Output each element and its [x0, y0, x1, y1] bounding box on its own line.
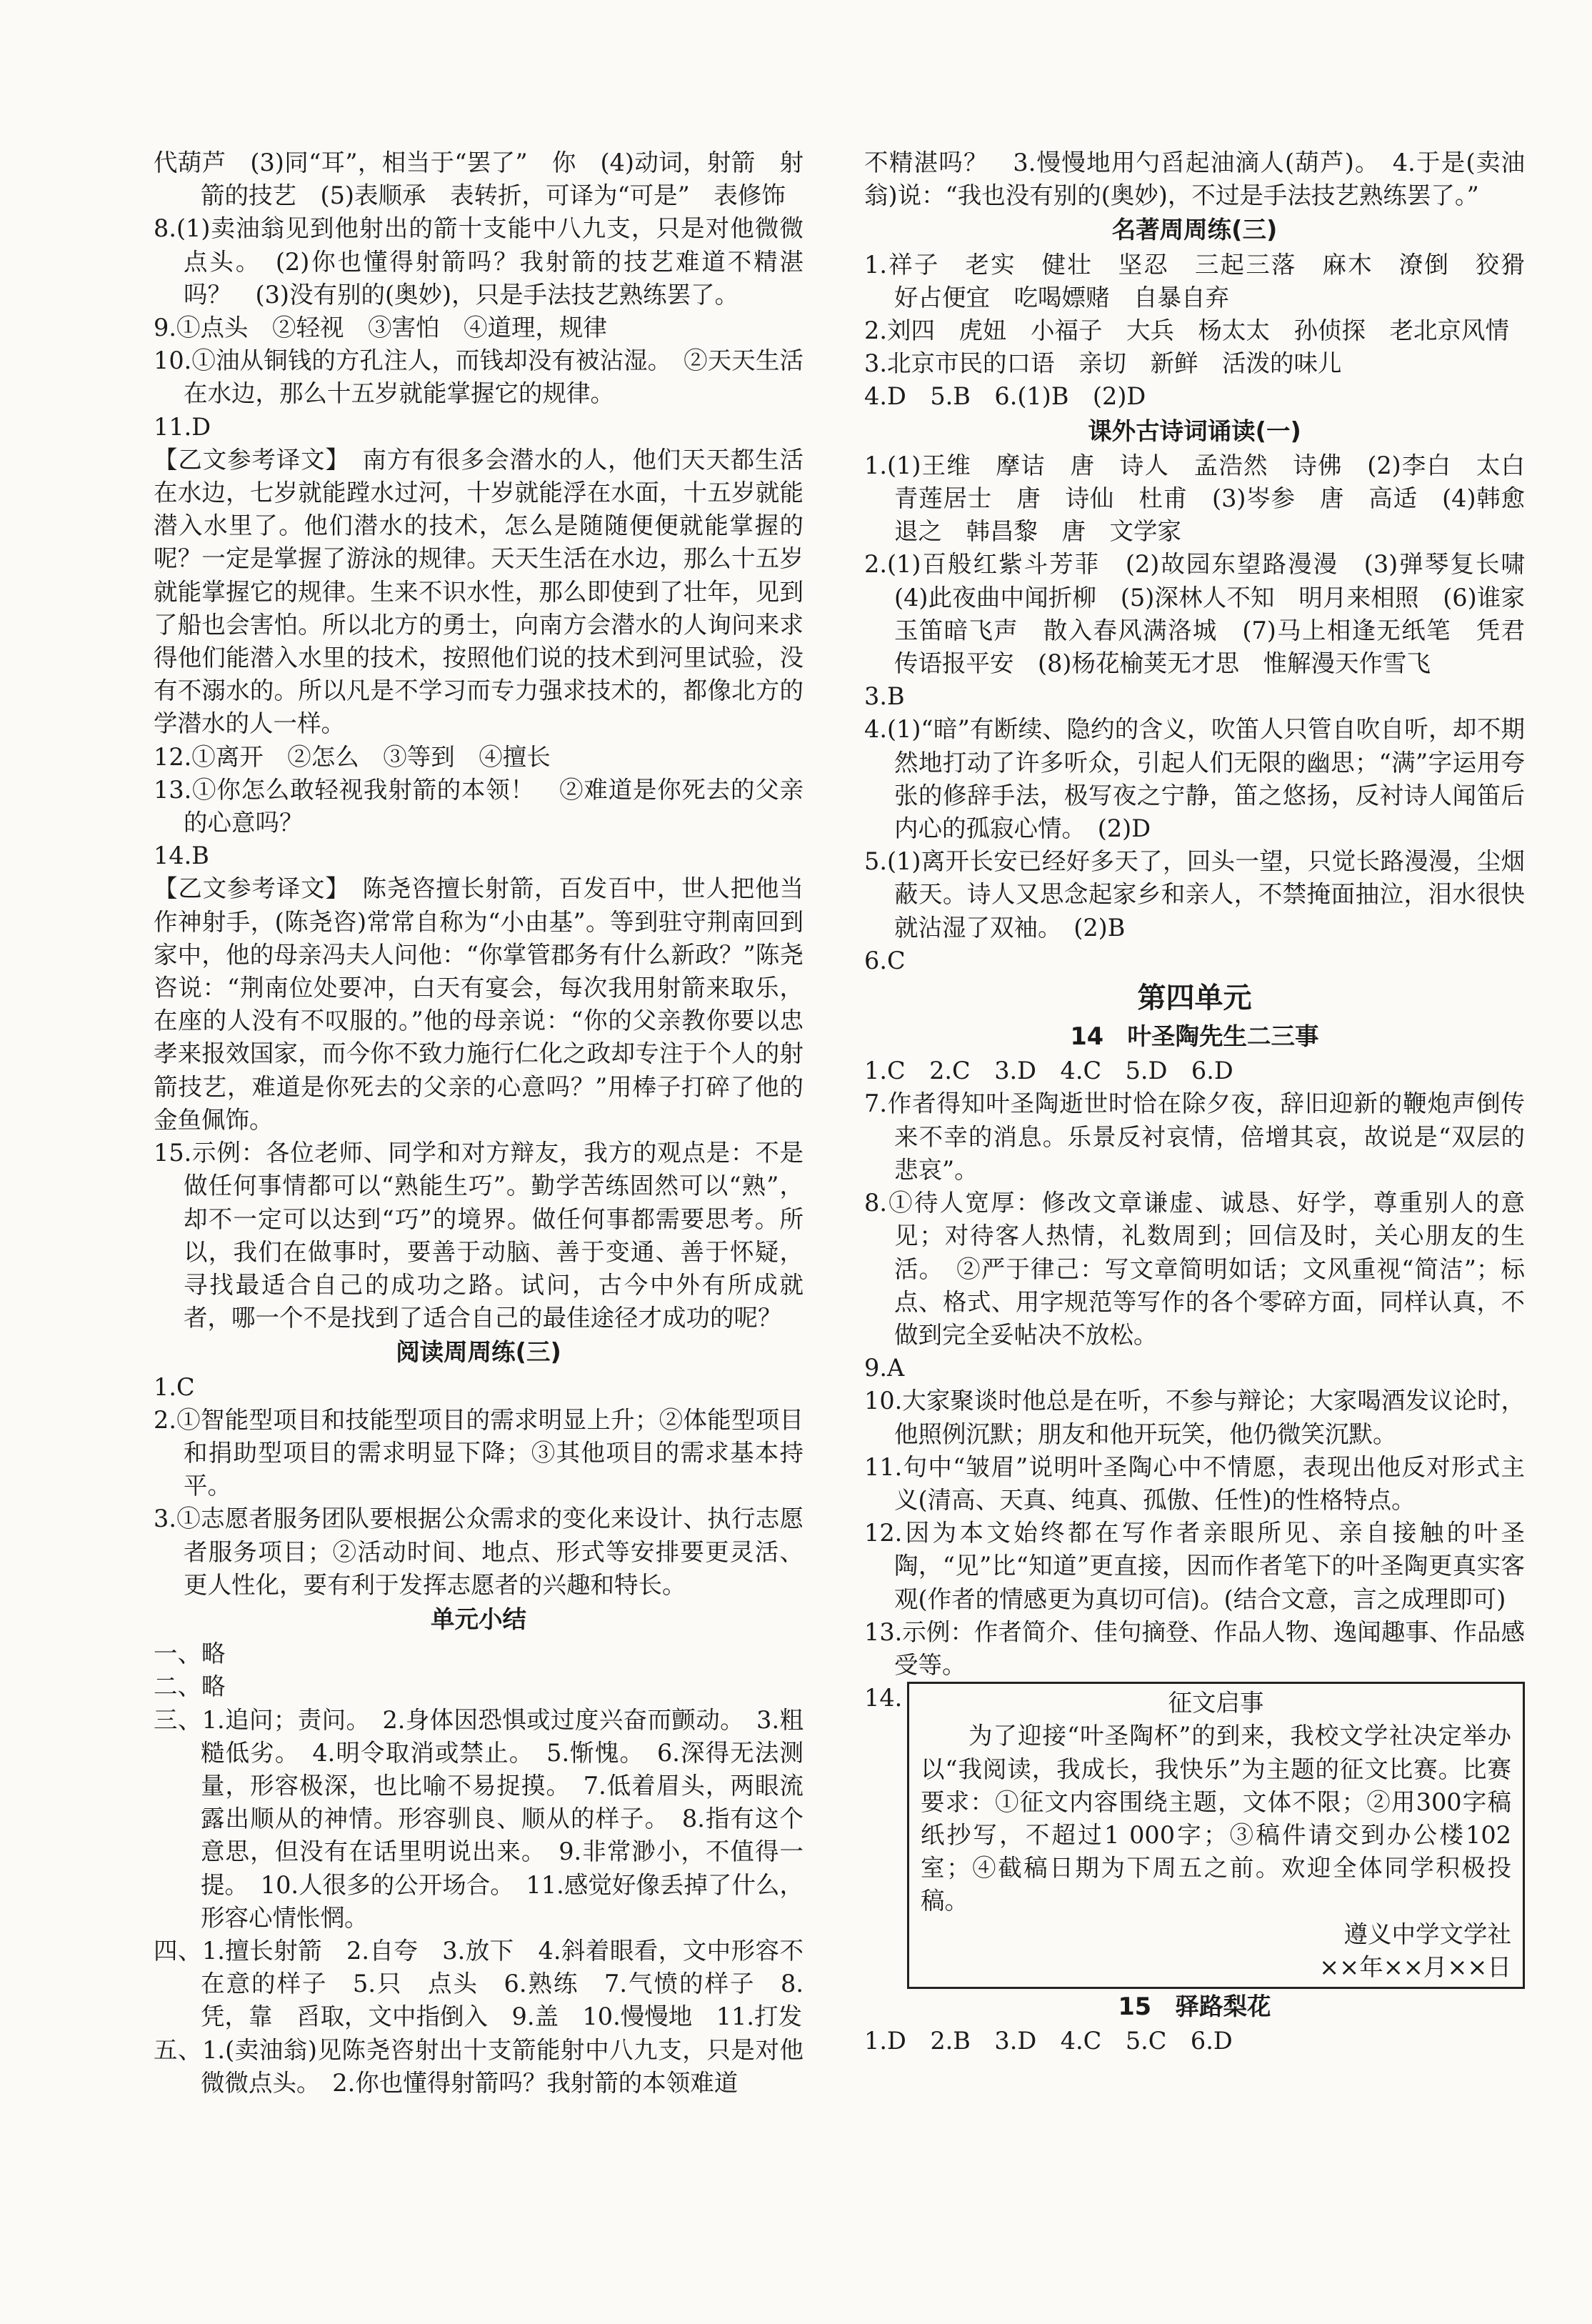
answer-line: 3.B: [864, 682, 905, 711]
answer-line: 1.祥子 老实 健壮 坚忍 三起三落 麻木 潦倒 狡猾 好占便宜 吃喝嫖赌 自暴自弃: [864, 250, 1549, 311]
notice-title: 征文启事: [1168, 1689, 1264, 1717]
answer-line: 9.①点头 ②轻视 ③害怕 ④道理，规律: [154, 314, 607, 342]
answer-line: 1.D 2.B 3.D 4.C 5.C 6.D: [864, 2027, 1233, 2055]
answer-line: 【乙文参考译文】 南方有很多会潜水的人，他们天天都生活在水边，七岁就能蹚水过河，十岁就能浮在水面，十五岁就能潜入水里了。他们潜水的技术，怎么是随随便便就能掌握的呢？一定是掌握了游泳的规律。天天生活在水边，那么十五岁就能掌握它的规律。生来不识水性，那么即使到了壮年，见到了船也会害怕。所以北方的勇士，向南方会潜水的人询问来求得他们能潜入水里的技术，按照他们说的技术到河里试验，没有不溺水的。所以凡是不学习而专力强求技术的，都像北方的学潜水的人一样。: [154, 445, 803, 738]
answer-line: 3.①志愿者服务团队要根据公众需求的变化来设计、执行志愿者服务项目；②活动时间、地点、形式等安排要更灵活、更人性化，要有利于发挥志愿者的兴趣和特长。: [154, 1505, 803, 1599]
answer-line: 3.北京市民的口语 亲切 新鲜 活泼的味儿: [864, 349, 1342, 378]
section-heading: 15 驿路梨花: [1118, 1992, 1271, 2020]
section-heading: 阅读周周练(三): [396, 1338, 561, 1367]
answer-line: 5.(1)离开长安已经好多天了，回头一望，只觉长路漫漫，尘烟蔽天。诗人又思念起家乡和亲人，不禁掩面抽泣，泪水很快就沾湿了双袖。 (2)B: [864, 847, 1525, 942]
answer-line: 【乙文参考译文】 陈尧咨擅长射箭，百发百中，世人把他当作神射手，(陈尧咨)常常自称为“小由基”。等到驻守荆南回到家中，他的母亲冯夫人问他：“你掌管郡务有什么新政？”陈尧咨说：“荆南位处要冲，白天有宴会，每次我用射箭来取乐，在座的人没有不叹服的。”他的母亲说：“你的父亲教你要以忠孝来报效国家，而今你不致力施行仁化之政却专注于个人的射箭技艺，难道是你死去的父亲的心意吗？”用棒子打碎了他的金鱼佩饰。: [154, 874, 804, 1134]
section-heading: 名著周周练(三): [1111, 216, 1278, 244]
answer-line: 10.①油从铜钱的方孔注人，而钱却没有被沾湿。 ②天天生活在水边，那么十五岁就能掌握它的规律。: [154, 346, 803, 408]
left-column: [154, 146, 803, 2100]
notice-box: [907, 1682, 1525, 1989]
answer-line: 4.(1)“暗”有断续、隐约的含义，吹笛人只管自吹自听，却不期然地打动了许多听众，引起人们无限的幽思；“满”字运用夸张的修辞手法，极写夜之宁静，笛之悠扬，反衬诗人闻笛后内心的孤寂心情。 (2)D: [864, 715, 1525, 843]
answer-line: 6.C: [864, 946, 906, 974]
notice-body: 为了迎接“叶圣陶杯”的到来，我校文学社决定举办以“我阅读，我成长，我快乐”为主题的征文比赛。比赛要求：①征文内容围绕主题，文体不限；②用300字稿纸抄写，不超过1 000字；③稿件请交到办公楼102室；④截稿日期为下周五之前。欢迎全体同学积极投稿。: [921, 1722, 1511, 1915]
answer-line: 10.大家聚谈时他总是在听，不参与辩论；大家喝酒发议论时，他照例沉默；朋友和他开玩笑，他仍微笑沉默。: [864, 1387, 1525, 1448]
answer-line: 五、1.(卖油翁)见陈尧咨射出十支箭能射中八九支，只是对他微微点头。 2.你也懂得射箭吗？我射箭的本领难道: [154, 2035, 803, 2097]
answer-line: 1.C: [154, 1372, 195, 1401]
answer-line: 7.作者得知叶圣陶逝世时恰在除夕夜，辞旧迎新的鞭炮声倒传来不幸的消息。乐景反衬哀情，倍增其哀，故说是“双层的悲哀”。: [864, 1089, 1525, 1184]
answer-line: 8.(1)卖油翁见到他射出的箭十支能中八九支，只是对他微微点头。 (2)你也懂得射箭吗？我射箭的技艺难道不精湛吗？ (3)没有别的(奥妙)，只是手法技艺熟练罢了。: [154, 214, 803, 309]
notice-date: ××年××月××日: [1319, 1953, 1511, 1981]
answer-line: 11.句中“皱眉”说明叶圣陶心中不情愿，表现出他反对形式主义(清高、天真、纯真、孤傲、任性)的性格特点。: [864, 1452, 1525, 1514]
right-column-tail: [864, 1990, 1525, 2058]
section-heading: 课外古诗词诵读(一): [1088, 417, 1301, 445]
answer-line: 三、1.追问；责问。 2.身体因恐惧或过度兴奋而颤动。 3.粗糙低劣。 4.明令取消或禁止。 5.惭愧。 6.深得无法测量，形容极深，也比喻不易捉摸。 7.低着眉头，两眼流露出顺从的神情。形容驯良、顺从的样子。 8.指有这个意思，但没有在话里明说出来。 9.非常渺小，不值得一提。 10.人很多的公开场合。 11.感觉好像丢掉了什么，形容心情怅惘。: [154, 1705, 803, 1932]
answer-line: 二、略: [154, 1672, 226, 1701]
section-heading: 14 叶圣陶先生二三事: [1070, 1022, 1319, 1051]
answer-line: 9.A: [864, 1354, 905, 1382]
answer-line: 12.因为本文始终都在写作者亲眼所见、亲自接触的叶圣陶，“见”比“知道”更直接，因而作者笔下的叶圣陶更真实客观(作者的情感更为真切可信)。(结合文意，言之成理即可): [864, 1519, 1525, 1613]
answer-line: 13.①你怎么敢轻视我射箭的本领！ ②难道是你死去的父亲的心意吗？: [154, 775, 803, 837]
answer-line: 代葫芦 (3)同“耳”，相当于“罢了” 你 (4)动词，射箭 射箭的技艺 (5)表顺承 表转折，可译为“可是” 表修饰: [154, 149, 803, 210]
notice-item: [864, 1682, 1525, 1989]
answer-line: 四、1.擅长射箭 2.自夸 3.放下 4.斜着眼看，文中形容不在意的样子 5.只 点头 6.熟练 7.气愤的样子 8.凭，靠 舀取，文中指倒入 9.盖 10.慢慢地 11.打发: [154, 1936, 803, 2031]
notice-organizer: 遵义中学文学社: [1343, 1920, 1511, 1948]
answer-line: 2.①智能型项目和技能型项目的需求明显上升；②体能型项目和捐助型项目的需求明显下降；③其他项目的需求基本持平。: [154, 1405, 803, 1500]
answer-line: 11.D: [154, 412, 211, 441]
answer-line: 4.D 5.B 6.(1)B (2)D: [864, 382, 1146, 411]
right-column-top: [864, 146, 1549, 1682]
answer-line: 2.(1)百般红紫斗芳菲 (2)故园东望路漫漫 (3)弹琴复长啸 (4)此夜曲中闻折柳 (5)深林人不知 明月来相照 (6)谁家玉笛暗飞声 散入春风满洛城 (7)马上相逢无纸笔 凭君传语报平安 (8)杨花榆荚无才思 惟解漫天作雪飞: [864, 550, 1549, 678]
answer-line: 8.①待人宽厚：修改文章谦虚、诚恳、好学，尊重别人的意见；对待客人热情，礼数周到；回信及时，关心朋友的生活。 ②严于律己：写文章简明如话；文风重视“简洁”；标点、格式、用字规范等写作的各个零碎方面，同样认真，不做到完全妥帖决不放松。: [864, 1189, 1525, 1349]
answer-line: 12.①离开 ②怎么 ③等到 ④擅长: [154, 742, 551, 771]
answer-line: 一、略: [154, 1640, 226, 1668]
answer-line: 14.B: [154, 842, 209, 870]
answer-line: 1.(1)王维 摩诘 唐 诗人 孟浩然 诗佛 (2)李白 太白 青莲居士 唐 诗仙 杜甫 (3)岑参 唐 高适 (4)韩愈 退之 韩昌黎 唐 文学家: [864, 451, 1549, 546]
section-heading: 第四单元: [1137, 982, 1252, 1015]
answer-line: 不精湛吗？ 3.慢慢地用勺舀起油滴人(葫芦)。 4.于是(卖油翁)说：“我也没有别的(奥妙)，不过是手法技艺熟练罢了。”: [864, 149, 1525, 210]
right-column: [864, 146, 1549, 2058]
answer-line: 13.示例：作者简介、佳句摘登、作品人物、逸闻趣事、作品感受等。: [864, 1617, 1525, 1679]
answer-line: 1.C 2.C 3.D 4.C 5.D 6.D: [864, 1057, 1233, 1085]
section-heading: 单元小结: [431, 1605, 526, 1633]
notice-number: 14.: [864, 1684, 903, 1712]
answer-line: 2.刘四 虎妞 小福子 大兵 杨太太 孙侦探 老北京风情: [864, 316, 1509, 345]
answer-line: 15.示例：各位老师、同学和对方辩友，我方的观点是：不是做任何事情都可以“熟能生巧”。勤学苦练固然可以“熟”，却不一定可以达到“巧”的境界。做任何事都需要思考。所以，我们在做事时，要善于动脑、善于变通、善于怀疑，寻找最适合自己的成功之路。试问，古今中外有所成就者，哪一个不是找到了适合自己的最佳途径才成功的呢？: [154, 1139, 803, 1332]
